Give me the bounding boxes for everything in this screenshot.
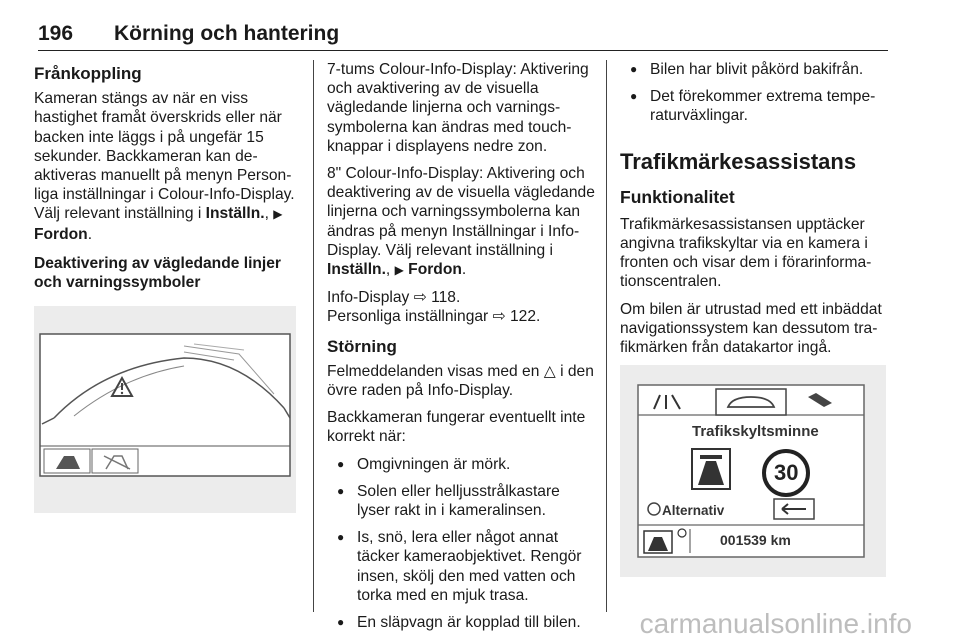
reference-page: 118 [431, 289, 456, 307]
camera-display-illustration [34, 306, 296, 513]
watermark: carmanualsonline.info [639, 608, 912, 639]
paragraph: 8" Colour-Info-Display: Aktivering och deaktivering av de visuella vägledande linjerna och varningssymbolerna kan ändras på menyn Inställningar i Info-Display. Välj relevant inställning i Inställn., ▶ Fordon. [327, 165, 595, 279]
reference-page: 122 [510, 308, 537, 326]
reference-label: Personliga inställningar [327, 308, 489, 326]
odometer-value: 001539 km [720, 532, 791, 549]
paragraph-text: Felmeddelanden visas med en [327, 362, 540, 380]
menu-label: Fordon [34, 225, 88, 243]
paragraph-text: Kameran stängs av när en viss hastighet framåt överskrids eller när backen inte läggs i på ungefär 15 sekunder. Backkameran kan deaktiveras manuellt på menyn Personliga inställningar i Colour-Info-Display. Välj relevant inställning i [34, 90, 295, 223]
section-heading-trafikmarkesassistans: Trafikmärkesassistans [620, 148, 857, 174]
list-item: ● Det förekommer extrema temperaturväxlingar. [620, 87, 890, 125]
page-reference[interactable]: Info-Display ⇨ 118. Personliga inställningar ⇨ 122. [327, 289, 541, 326]
list-item: ● Is, snö, lera eller något annat täcker kameraobjektivet. Rengör insen, skölj den med vatten och torka med en mjuk trasa. [327, 528, 595, 605]
alternative-label: Alternativ [662, 503, 725, 519]
column-2 [327, 60, 595, 640]
paragraph-text: 8" Colour-Info-Display: Aktivering och deaktivering av de visuella vägledande linjerna och varningssymbolerna kan ändras på menyn Inställningar i Info-Display. Välj relevant inställning i [327, 165, 595, 259]
sign-memory-title: Trafikskyltsminne [692, 423, 819, 441]
menu-label: Inställn. [205, 205, 265, 223]
condition-list [327, 455, 595, 633]
column-divider [313, 60, 314, 612]
warning-triangle-icon: △ [543, 362, 556, 380]
page-header [38, 6, 888, 51]
reference-label: Info-Display [327, 289, 410, 307]
page-number: 196 [38, 22, 74, 45]
column-3 [620, 60, 890, 577]
paragraph: Om bilen är utrustad med ett inbäddat navigationssystem kan dessutom trafikmärken från datakartor ingå. [620, 300, 882, 357]
chapter-title: Körning och hantering [114, 22, 340, 45]
subheading-funktionalitet: Funktionalitet [620, 186, 735, 207]
list-item: ● Bilen har blivit påkörd bakifrån. [620, 60, 890, 79]
traffic-sign-display-figure [620, 365, 886, 577]
column-divider [606, 60, 607, 612]
page-ref-arrow-icon: ⇨ [492, 308, 506, 326]
play-arrow-icon: ▶ [394, 263, 404, 278]
section-heading-storning: Störning [327, 336, 397, 356]
list-item: ● En släpvagn är kopplad till bilen. [327, 613, 595, 632]
paragraph: 7-tums Colour-Info-Display: Aktivering och avaktivering av de visuella vägledande linjerna och varningssymbolerna kan ändras med touchknappar i displayens nedre zon. [327, 61, 589, 155]
page-ref-arrow-icon: ⇨ [413, 289, 427, 307]
play-arrow-icon: ▶ [273, 207, 283, 222]
camera-display-figure [34, 306, 296, 513]
list-item: ● Omgivningen är mörk. [327, 455, 595, 474]
paragraph: Backkameran fungerar eventuellt inte korrekt när: [327, 409, 586, 446]
subheading-deactivation: Deaktivering av vägledande linjer och varningssymboler [34, 254, 282, 291]
condition-list-continued [620, 60, 890, 126]
paragraph: Trafikmärkesassistansen upptäcker angivna trafikskyltar via en kamera i fronten och visar dem i förarinformationscentralen. [620, 215, 872, 291]
speed-limit-value: 30 [774, 460, 799, 486]
column-1 [34, 60, 298, 513]
section-heading-frankoppling: Frånkoppling [34, 64, 142, 83]
menu-label: Inställn. [327, 261, 386, 279]
paragraph [327, 362, 595, 400]
list-item: ● Solen eller helljusstrålkastare lyser rakt in i kameralinsen. [327, 482, 595, 520]
menu-label: Fordon [408, 261, 462, 279]
paragraph-text: i den övre raden på Info-Display. [327, 362, 594, 400]
paragraph: Kameran stängs av när en viss hastighet framåt överskrids eller när backen inte läggs i på ungefär 15 sekunder. Backkameran kan deaktiveras manuellt på menyn Personliga inställningar i Colour-Info-Display. Välj relevant inställning i Inställn., ▶ Fordon. [34, 90, 295, 243]
